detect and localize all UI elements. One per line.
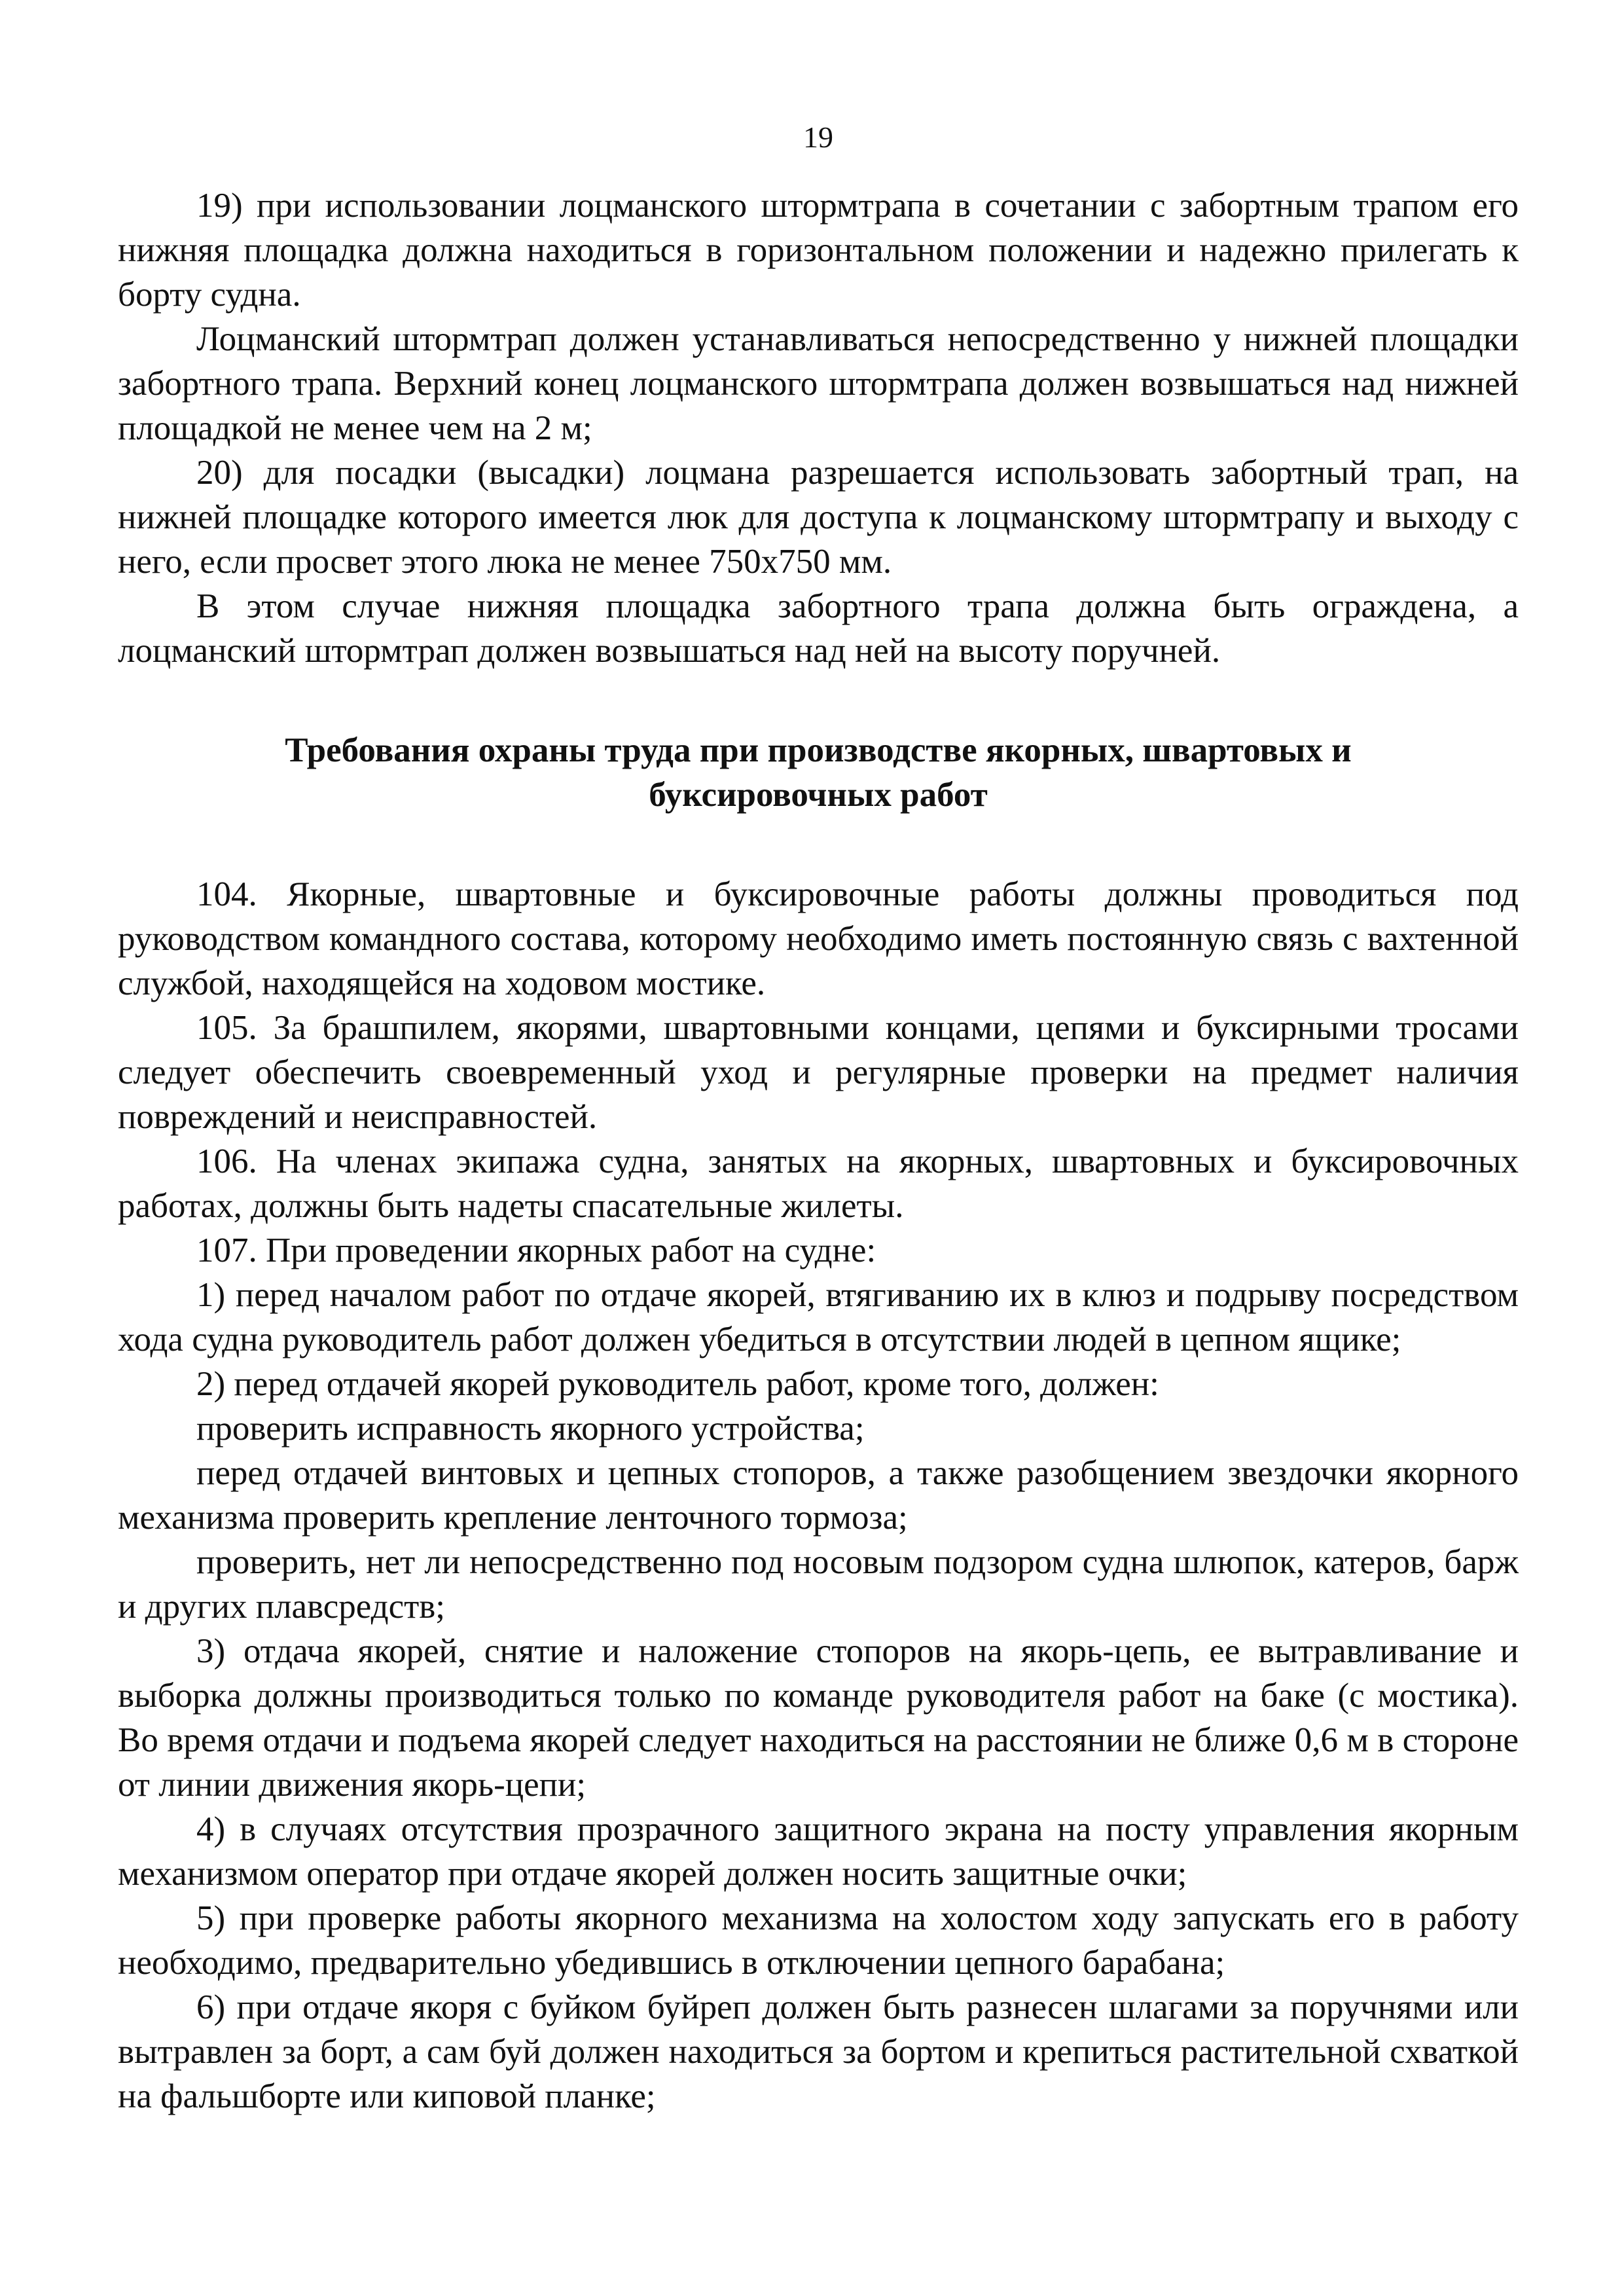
page-number: 19 [803,120,833,154]
paragraph: 19) при использовании лоцманского штормтрапа в сочетании с забортным трапом его нижняя площадка должна находиться в горизонтальном положении и надежно прилегать к борту судна. [118,187,1519,314]
paragraph: 6) при отдаче якоря с буйком буйреп должен быть разнесен шлагами за поручнями или вытравлен за борт, а сам буй должен находиться за бортом и крепиться растительной схваткой на фальшборте или киповой планке; [118,1988,1519,2115]
paragraph: В этом случае нижняя площадка забортного трапа должна быть ограждена, а лоцманский штормтрап должен возвышаться над ней на высоту поручней. [118,587,1519,670]
paragraph: 1) перед началом работ по отдаче якорей, втягиванию их в клюз и подрыву посредством хода судна руководитель работ должен убедиться в отсутствии людей в цепном ящике; [118,1276,1519,1358]
document-page [118,118,1519,2119]
paragraph: 3) отдача якорей, снятие и наложение стопоров на якорь-цепь, ее вытравливание и выборка должны производиться только по команде руководителя работ на баке (с мостика). Во время отдачи и подъема якорей следует находиться на расстоянии не ближе 0,6 м в стороне от линии движения якорь-цепи; [118,1632,1519,1804]
paragraph: 5) при проверке работы якорного механизма на холостом ходу запускать его в работу необходимо, предварительно убедившись в отключении цепного барабана; [118,1899,1519,1982]
paragraph: перед отдачей винтовых и цепных стопоров, а также разобщением звездочки якорного механизма проверить крепление ленточного тормоза; [118,1454,1519,1537]
paragraph: 2) перед отдачей якорей руководитель работ, кроме того, должен: [196,1365,1159,1403]
paragraph: Лоцманский штормтрап должен устанавливаться непосредственно у нижней площадки забортного трапа. Верхний конец лоцманского штормтрапа должен возвышаться над нижней площадкой не менее чем на 2 м; [118,320,1519,447]
paragraph: 4) в случаях отсутствия прозрачного защитного экрана на посту управления якорным механизмом оператор при отдаче якорей должен носить защитные очки; [118,1810,1519,1893]
paragraph: 106. На членах экипажа судна, занятых на якорных, швартовных и буксировочных работах, должны быть надеты спасательные жилеты. [118,1142,1519,1225]
paragraph: 104. Якорные, швартовные и буксировочные работы должны проводиться под руководством командного состава, которому необходимо иметь постоянную связь с вахтенной службой, находящейся на ходовом мостике. [118,875,1519,1002]
paragraph: 107. При проведении якорных работ на судне: [196,1231,876,1269]
paragraph: 105. За брашпилем, якорями, швартовными концами, цепями и буксирными тросами следует обеспечить своевременный уход и регулярные проверки на предмет наличия повреждений и неисправностей. [118,1009,1519,1136]
paragraph: проверить, нет ли непосредственно под носовым подзором судна шлюпок, катеров, барж и других плавсредств; [118,1543,1519,1626]
paragraph: проверить исправность якорного устройства; [196,1410,865,1448]
paragraph: 20) для посадки (высадки) лоцмана разрешается использовать забортный трап, на нижней площадке которого имеется люк для доступа к лоцманскому штормтрапу и выходу с него, если просвет этого люка не менее 750x750 мм. [118,454,1519,581]
section-heading: Требования охраны труда при производстве якорных, швартовых и буксировочных работ [285,731,1352,814]
